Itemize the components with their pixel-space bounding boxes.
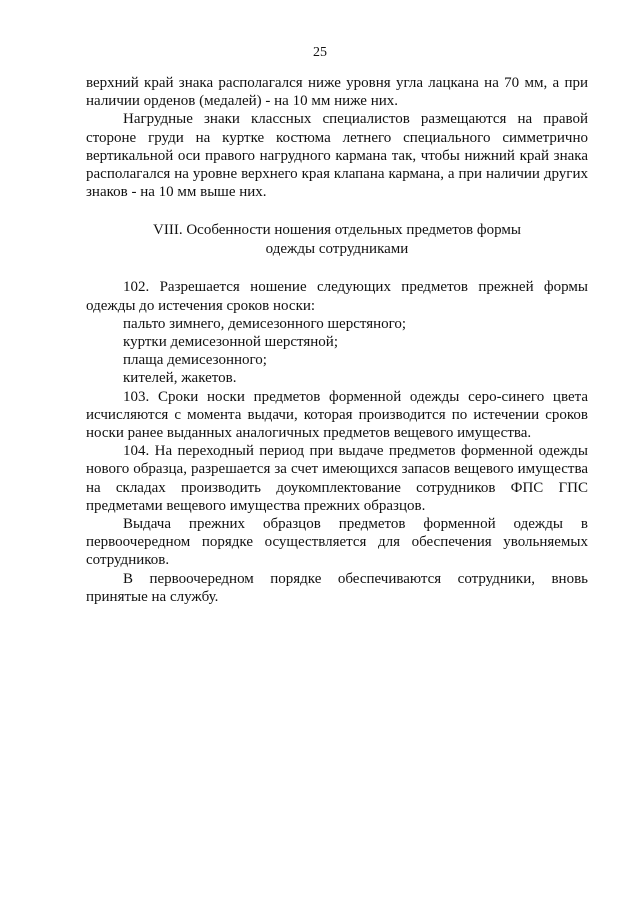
document-body [86, 74, 588, 606]
paragraph-104: 104. На переходный период при выдаче предметов форменной одежды нового образца, разрешается за счет имеющихся запасов вещевого имущества на складах производить доукомплектование сотрудников ФПС ГПС предметами вещевого имущества прежних образцов. [86, 443, 588, 514]
page-number: 25 [313, 45, 327, 60]
paragraph-continuation: верхний край знака располагался ниже уровня угла лацкана на 70 мм, а при наличии орденов (медалей) - на 10 мм ниже них. [86, 75, 588, 110]
paragraph-priority: В первоочередном порядке обеспечиваются сотрудники, вновь принятые на службу. [86, 570, 588, 605]
paragraph-badges: Нагрудные знаки классных специалистов размещаются на правой стороне груди на куртке костюма летнего специального симметрично вертикальной оси правого нагрудного кармана так, чтобы нижний край знака располагался на уровне верхнего края клапана кармана, а при наличии других знаков - на 10 мм выше них. [86, 111, 588, 201]
paragraph-102: 102. Разрешается ношение следующих предметов прежней формы одежды до истечения сроков носки: [86, 279, 588, 314]
section-heading-line-2: одежды сотрудниками [265, 240, 409, 257]
paragraph-103: 103. Сроки носки предметов форменной одежды серо-синего цвета исчисляются с момента выдачи, которая производится по истечении сроков носки ранее выданных аналогичных предметов вещевого имущества. [86, 388, 588, 442]
section-heading-line-1: VIII. Особенности ношения отдельных предметов формы [153, 222, 521, 239]
section-heading [86, 221, 588, 258]
list-item: кителей, жакетов. [123, 370, 237, 387]
list-item: плаща демисезонного; [123, 352, 267, 369]
list-item: куртки демисезонной шерстяной; [123, 334, 339, 351]
list-item: пальто зимнего, демисезонного шерстяного; [123, 315, 407, 332]
paragraph-issue: Выдача прежних образцов предметов форменной одежды в первоочередном порядке осуществляется для обеспечения увольняемых сотрудников. [86, 516, 588, 569]
